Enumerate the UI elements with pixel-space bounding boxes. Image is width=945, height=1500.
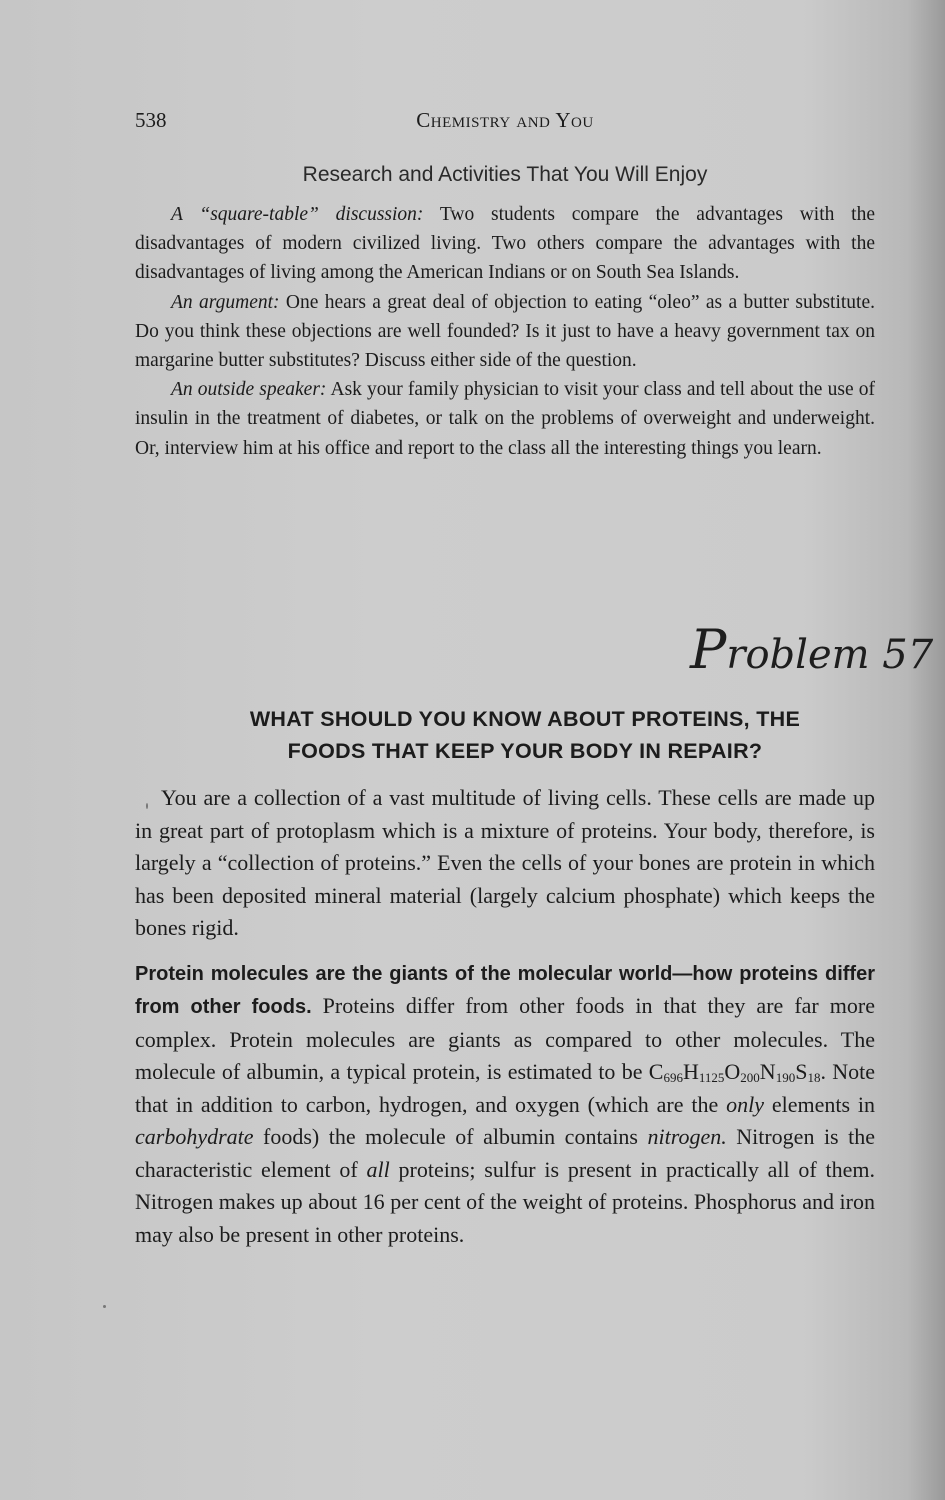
- activity-paragraph: [135, 200, 875, 288]
- ink-speck: [146, 803, 148, 809]
- body-sentence: Proteins differ from other foods in that they are far more complex. Protein molecules are giants as compared to other molecules. The molecule of albumin, a typical protein, is estimated to be: [135, 993, 875, 1084]
- body-sentence: proteins; sulfur is present in practically all of them. Nitrogen makes up about 16 per cent of the weight of proteins. Phosphorus and iron may also be present in other proteins.: [135, 1156, 875, 1247]
- activity-lead: An argument:: [171, 291, 280, 313]
- formula-subscript: 18: [807, 1070, 821, 1085]
- problem-title: [135, 703, 915, 767]
- problem-label-word: roblem: [726, 632, 870, 678]
- emphasis: carbohydrate: [135, 1124, 254, 1149]
- emphasis: nitrogen.: [647, 1124, 727, 1149]
- book-title: Chemistry and You: [416, 108, 594, 132]
- emphasis: only: [726, 1091, 764, 1117]
- formula-element: S: [795, 1059, 808, 1084]
- page-number: 538: [135, 108, 167, 132]
- body-sentence: foods) the molecule of albumin contains: [253, 1124, 648, 1149]
- problem-label-cap: P: [690, 618, 727, 681]
- body-sentence: Note that in addition to carbon, hydrogen, and oxygen (which are the: [135, 1059, 875, 1117]
- formula-element: N: [759, 1059, 776, 1084]
- intro-paragraph: You are a collection of a vast multitude of living cells. These cells are made up in great part of protoplasm which is a mixture of proteins. Your body, therefore, is largely a “collection of proteins.” Even the cells of your bones are protein in which has been deposited mineral material (largely calcium phosphate) which keeps the bones rigid.: [135, 785, 875, 940]
- formula-subscript: 190: [775, 1070, 796, 1085]
- problem-title-line: WHAT SHOULD YOU KNOW ABOUT PROTEINS, THE: [249, 707, 801, 731]
- section-paragraph: [135, 957, 875, 1252]
- problem-label: [690, 618, 933, 681]
- research-heading: Research and Activities That You Will Enjoy: [302, 163, 708, 186]
- body-sentence: Nitrogen is the characteristic element of: [135, 1124, 875, 1182]
- problem-number: 57: [882, 632, 934, 678]
- formula-element: C: [648, 1059, 664, 1084]
- activity-paragraph: [135, 288, 875, 376]
- activity-text: Two students compare the advantages with the disadvantages of modern civilized living. Two others compare the advantages with the disadvantages of living among the American Indians or on South Sea Islands.: [135, 204, 876, 284]
- section-heading: Protein molecules are the giants of the molecular world—how proteins differ from other foods.: [135, 962, 875, 1018]
- formula-end: .: [820, 1059, 826, 1084]
- activity-text: Ask your family physician to visit your class and tell about the use of insulin in the treatment of diabetes, or talk on the problems of overweight and underweight. Or, interview him at his office and report to the class all the interesting things you learn.: [135, 379, 875, 459]
- formula-subscript: 696: [663, 1070, 683, 1085]
- body-sentence: elements in: [763, 1091, 875, 1117]
- body-text: [135, 782, 875, 1251]
- albumin-formula: [649, 1059, 826, 1084]
- formula-subscript: 1125: [698, 1070, 725, 1085]
- problem-title-line: FOODS THAT KEEP YOUR BODY IN REPAIR?: [287, 739, 763, 763]
- activity-lead: A “square-table” discussion:: [171, 204, 424, 225]
- formula-element: H: [682, 1059, 699, 1084]
- ink-speck: [103, 1305, 106, 1308]
- formula-element: O: [724, 1059, 741, 1084]
- activity-lead: An outside speaker:: [171, 379, 327, 401]
- activities-list: [135, 200, 875, 463]
- formula-subscript: 200: [740, 1070, 760, 1085]
- activity-paragraph: [135, 375, 875, 463]
- emphasis: all: [366, 1156, 390, 1182]
- activity-text: One hears a great deal of objection to eating “oleo” as a butter substitute. Do you think these objections are well founded? Is it just to have a heavy government tax on margarine butter substitutes? Discuss either side of the question.: [135, 291, 875, 372]
